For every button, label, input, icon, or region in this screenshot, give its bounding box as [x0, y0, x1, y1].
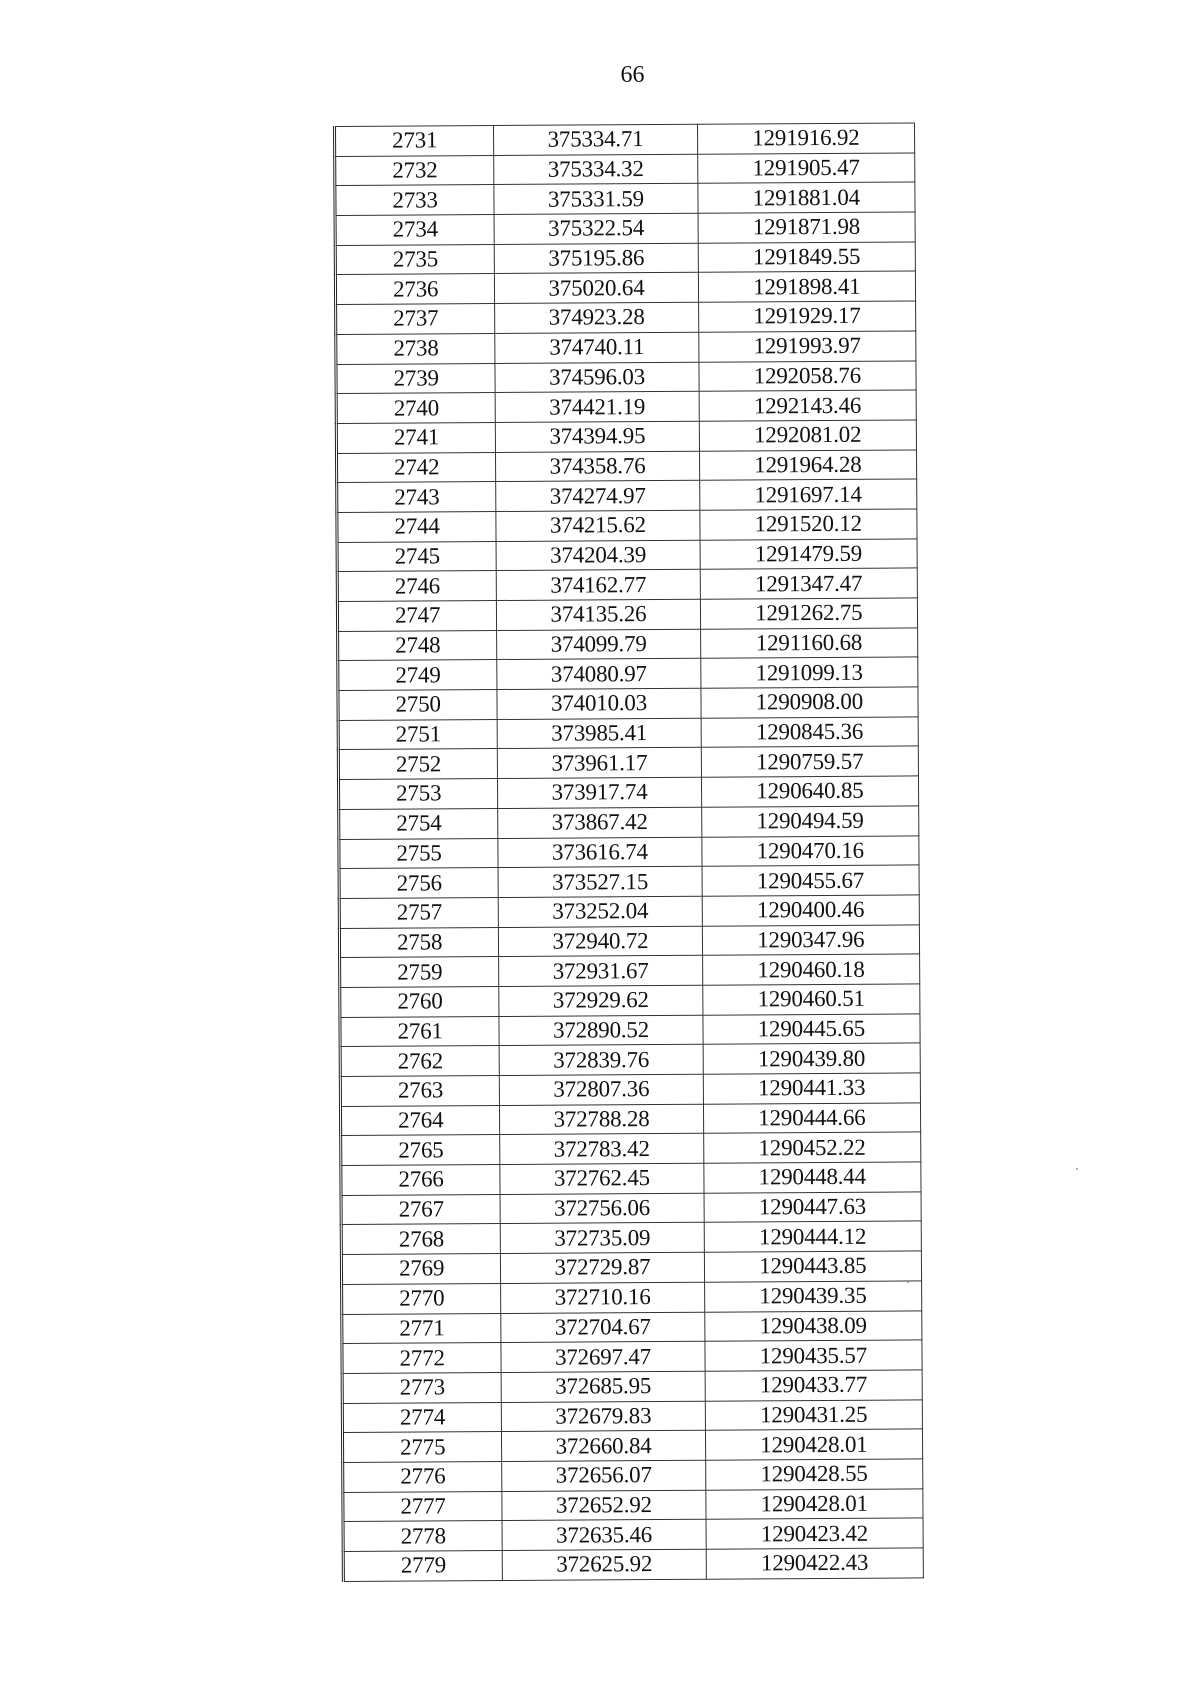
table-row	[342, 1399, 922, 1432]
y-coordinate-cell: 1292058.76	[699, 360, 917, 391]
y-coordinate-cell: 1291993.97	[698, 331, 916, 362]
point-number-cell: 2754	[339, 808, 498, 839]
point-number-cell: 2746	[337, 571, 496, 602]
table-row	[339, 895, 919, 928]
table-row	[336, 420, 916, 453]
table-row	[342, 1370, 922, 1403]
table-row	[342, 1429, 922, 1462]
y-coordinate-cell: 1290470.16	[702, 835, 920, 866]
x-coordinate-cell: 372652.92	[502, 1490, 706, 1521]
point-number-cell: 2748	[338, 630, 497, 661]
point-number-cell: 2768	[341, 1224, 500, 1255]
table-row	[341, 1192, 921, 1225]
y-coordinate-cell: 1290431.25	[705, 1399, 923, 1430]
table-row	[340, 1103, 920, 1136]
x-coordinate-cell: 375331.59	[494, 184, 698, 215]
point-number-cell: 2742	[336, 452, 495, 483]
table-row	[335, 153, 915, 186]
table-row	[336, 390, 916, 423]
y-coordinate-cell: 1291964.28	[699, 450, 917, 481]
x-coordinate-cell: 374274.97	[496, 481, 700, 512]
table-row	[342, 1281, 922, 1314]
point-number-cell: 2739	[336, 363, 495, 394]
x-coordinate-cell: 372807.36	[500, 1074, 704, 1105]
x-coordinate-cell: 373867.42	[498, 807, 702, 838]
y-coordinate-cell: 1291347.47	[700, 568, 918, 599]
table-row	[336, 360, 916, 393]
table-row	[343, 1459, 923, 1492]
point-number-cell: 2732	[335, 155, 494, 186]
table-row	[339, 835, 919, 868]
x-coordinate-cell: 372660.84	[502, 1431, 706, 1462]
y-coordinate-cell: 1290455.67	[702, 865, 920, 896]
y-coordinate-cell: 1290439.80	[703, 1043, 921, 1074]
point-number-cell: 2767	[341, 1194, 500, 1225]
point-number-cell: 2764	[340, 1105, 499, 1136]
y-coordinate-cell: 1290447.63	[704, 1192, 922, 1223]
y-coordinate-cell: 1290908.00	[701, 687, 919, 718]
x-coordinate-cell: 372656.07	[502, 1460, 706, 1491]
x-coordinate-cell: 374358.76	[496, 451, 700, 482]
y-coordinate-cell: 1291916.92	[697, 123, 915, 154]
point-number-cell: 2733	[335, 185, 494, 216]
table-row	[343, 1518, 923, 1551]
point-number-cell: 2765	[341, 1135, 500, 1166]
point-number-cell: 2769	[341, 1254, 500, 1285]
x-coordinate-cell: 372940.72	[499, 926, 703, 957]
point-number-cell: 2741	[336, 422, 495, 453]
y-coordinate-cell: 1290494.59	[701, 806, 919, 837]
table-row	[339, 924, 919, 957]
point-number-cell: 2736	[335, 274, 494, 305]
y-coordinate-cell: 1290438.09	[704, 1310, 922, 1341]
y-coordinate-cell: 1291697.14	[699, 479, 917, 510]
x-coordinate-cell: 372762.45	[500, 1163, 704, 1194]
point-number-cell: 2763	[340, 1075, 499, 1106]
point-number-cell: 2759	[340, 957, 499, 988]
point-number-cell: 2774	[342, 1402, 501, 1433]
x-coordinate-cell: 374099.79	[497, 629, 701, 660]
y-coordinate-cell: 1290444.12	[704, 1221, 922, 1252]
point-number-cell: 2760	[340, 986, 499, 1017]
y-coordinate-cell: 1291871.98	[698, 212, 916, 243]
x-coordinate-cell: 374740.11	[495, 332, 699, 363]
table-row	[342, 1310, 922, 1343]
x-coordinate-cell: 373961.17	[498, 748, 702, 779]
point-number-cell: 2777	[343, 1491, 502, 1522]
table-row	[338, 657, 918, 690]
point-number-cell: 2761	[340, 1016, 499, 1047]
y-coordinate-cell: 1290460.51	[702, 984, 920, 1015]
point-number-cell: 2766	[341, 1165, 500, 1196]
point-number-cell: 2737	[336, 304, 495, 335]
point-number-cell: 2740	[336, 393, 495, 424]
x-coordinate-cell: 372783.42	[500, 1134, 704, 1165]
point-number-cell: 2735	[335, 244, 494, 275]
table-row	[343, 1489, 923, 1522]
y-coordinate-cell: 1291849.55	[698, 242, 916, 273]
table-row	[340, 954, 920, 987]
y-coordinate-cell: 1290444.66	[703, 1103, 921, 1134]
y-coordinate-cell: 1290452.22	[703, 1132, 921, 1163]
y-coordinate-cell: 1290759.57	[701, 746, 919, 777]
x-coordinate-cell: 374135.26	[497, 599, 701, 630]
y-coordinate-cell: 1290422.43	[706, 1548, 924, 1579]
x-coordinate-cell: 372931.67	[499, 956, 703, 987]
point-number-cell: 2749	[338, 660, 497, 691]
y-coordinate-cell: 1291479.59	[700, 539, 918, 570]
table-row	[339, 806, 919, 839]
table-row	[335, 271, 915, 304]
table-row	[335, 212, 915, 245]
y-coordinate-cell: 1291898.41	[698, 271, 916, 302]
x-coordinate-cell: 374394.95	[496, 421, 700, 452]
x-coordinate-cell: 375195.86	[495, 243, 699, 274]
x-coordinate-cell: 375334.71	[494, 124, 698, 155]
table-row	[337, 479, 917, 512]
y-coordinate-cell: 1291262.75	[700, 598, 918, 629]
table-row	[341, 1251, 921, 1284]
table-row	[337, 598, 917, 631]
point-number-cell: 2772	[342, 1343, 501, 1374]
x-coordinate-cell: 372788.28	[500, 1104, 704, 1135]
y-coordinate-cell: 1290435.57	[705, 1340, 923, 1371]
y-coordinate-cell: 1290400.46	[702, 895, 920, 926]
point-number-cell: 2776	[343, 1461, 502, 1492]
y-coordinate-cell: 1291929.17	[698, 301, 916, 332]
point-number-cell: 2755	[339, 838, 498, 869]
table-row	[339, 865, 919, 898]
x-coordinate-cell: 374080.97	[497, 659, 701, 690]
table-row	[335, 242, 915, 275]
table-row	[341, 1221, 921, 1254]
y-coordinate-cell: 1292143.46	[699, 390, 917, 421]
x-coordinate-cell: 372756.06	[500, 1193, 704, 1224]
y-coordinate-cell: 1291160.68	[700, 628, 918, 659]
x-coordinate-cell: 372704.67	[501, 1312, 705, 1343]
point-number-cell: 2770	[342, 1283, 501, 1314]
point-number-cell: 2775	[342, 1432, 501, 1463]
point-number-cell: 2757	[339, 897, 498, 928]
x-coordinate-cell: 374923.28	[495, 302, 699, 333]
y-coordinate-cell: 1290640.85	[701, 776, 919, 807]
y-coordinate-cell: 1290423.42	[706, 1518, 924, 1549]
table-row	[337, 509, 917, 542]
y-coordinate-cell: 1290845.36	[701, 717, 919, 748]
x-coordinate-cell: 372710.16	[501, 1282, 705, 1313]
table-row	[340, 984, 920, 1017]
table-row	[336, 331, 916, 364]
table-row	[336, 450, 916, 483]
x-coordinate-cell: 372839.76	[499, 1045, 703, 1076]
x-coordinate-cell: 373917.74	[498, 777, 702, 808]
table-row	[340, 1073, 920, 1106]
y-coordinate-cell: 1290428.55	[705, 1459, 923, 1490]
y-coordinate-cell: 1290347.96	[702, 924, 920, 955]
x-coordinate-cell: 373252.04	[499, 896, 703, 927]
x-coordinate-cell: 375322.54	[494, 213, 698, 244]
scan-speck	[907, 1281, 909, 1283]
table-row	[342, 1340, 922, 1373]
point-number-cell: 2747	[337, 601, 496, 632]
x-coordinate-cell: 375334.32	[494, 154, 698, 185]
table-row	[338, 746, 918, 779]
x-coordinate-cell: 372697.47	[501, 1341, 705, 1372]
x-coordinate-cell: 372685.95	[501, 1371, 705, 1402]
point-number-cell: 2743	[337, 482, 496, 513]
table-row	[340, 1043, 920, 1076]
scan-speck	[1076, 1168, 1078, 1170]
y-coordinate-cell: 1290439.35	[704, 1281, 922, 1312]
x-coordinate-cell: 374010.03	[497, 688, 701, 719]
point-number-cell: 2745	[337, 541, 496, 572]
table-body	[335, 123, 924, 1581]
table-row	[335, 123, 915, 156]
y-coordinate-cell: 1290460.18	[702, 954, 920, 985]
point-number-cell: 2734	[335, 215, 494, 246]
point-number-cell: 2771	[342, 1313, 501, 1344]
table-row	[340, 1014, 920, 1047]
x-coordinate-cell: 374215.62	[496, 510, 700, 541]
point-number-cell: 2744	[337, 511, 496, 542]
x-coordinate-cell: 372679.83	[502, 1401, 706, 1432]
x-coordinate-cell: 372890.52	[499, 1015, 703, 1046]
table-row	[341, 1132, 921, 1165]
y-coordinate-cell: 1290443.85	[704, 1251, 922, 1282]
point-number-cell: 2750	[338, 690, 497, 721]
page-number: 66	[620, 62, 645, 88]
y-coordinate-cell: 1290428.01	[705, 1429, 923, 1460]
y-coordinate-cell: 1292081.02	[699, 420, 917, 451]
table-row	[337, 539, 917, 572]
x-coordinate-cell: 374204.39	[496, 540, 700, 571]
point-number-cell: 2738	[336, 333, 495, 364]
y-coordinate-cell: 1290428.01	[705, 1489, 923, 1520]
x-coordinate-cell: 375020.64	[495, 273, 699, 304]
x-coordinate-cell: 374596.03	[495, 362, 699, 393]
x-coordinate-cell: 374162.77	[497, 570, 701, 601]
x-coordinate-cell: 372929.62	[499, 985, 703, 1016]
point-number-cell: 2753	[338, 779, 497, 810]
y-coordinate-cell: 1290441.33	[703, 1073, 921, 1104]
point-number-cell: 2752	[338, 749, 497, 780]
point-number-cell: 2779	[343, 1550, 502, 1581]
table-row	[338, 776, 918, 809]
point-number-cell: 2773	[342, 1372, 501, 1403]
point-number-cell: 2758	[339, 927, 498, 958]
table-row	[341, 1162, 921, 1195]
coordinates-table	[333, 122, 924, 1581]
x-coordinate-cell: 373616.74	[498, 837, 702, 868]
point-number-cell: 2756	[339, 868, 498, 899]
x-coordinate-cell: 372635.46	[502, 1520, 706, 1551]
table-row	[335, 182, 915, 215]
table-row	[343, 1548, 923, 1581]
y-coordinate-cell: 1291099.13	[700, 657, 918, 688]
table-row	[337, 568, 917, 601]
x-coordinate-cell: 373527.15	[498, 866, 702, 897]
table-row	[338, 717, 918, 750]
table-row	[338, 628, 918, 661]
y-coordinate-cell: 1291881.04	[698, 182, 916, 213]
x-coordinate-cell: 374421.19	[495, 391, 699, 422]
y-coordinate-cell: 1290433.77	[705, 1370, 923, 1401]
x-coordinate-cell: 373985.41	[497, 718, 701, 749]
point-number-cell: 2731	[335, 126, 494, 157]
point-number-cell: 2762	[340, 1046, 499, 1077]
table-row	[336, 301, 916, 334]
x-coordinate-cell: 372625.92	[503, 1549, 707, 1580]
y-coordinate-cell: 1291520.12	[700, 509, 918, 540]
y-coordinate-cell: 1290448.44	[703, 1162, 921, 1193]
x-coordinate-cell: 372729.87	[501, 1252, 705, 1283]
point-number-cell: 2751	[338, 719, 497, 750]
y-coordinate-cell: 1290445.65	[703, 1014, 921, 1045]
table-row	[338, 687, 918, 720]
x-coordinate-cell: 372735.09	[501, 1223, 705, 1254]
y-coordinate-cell: 1291905.47	[697, 153, 915, 184]
point-number-cell: 2778	[343, 1521, 502, 1552]
